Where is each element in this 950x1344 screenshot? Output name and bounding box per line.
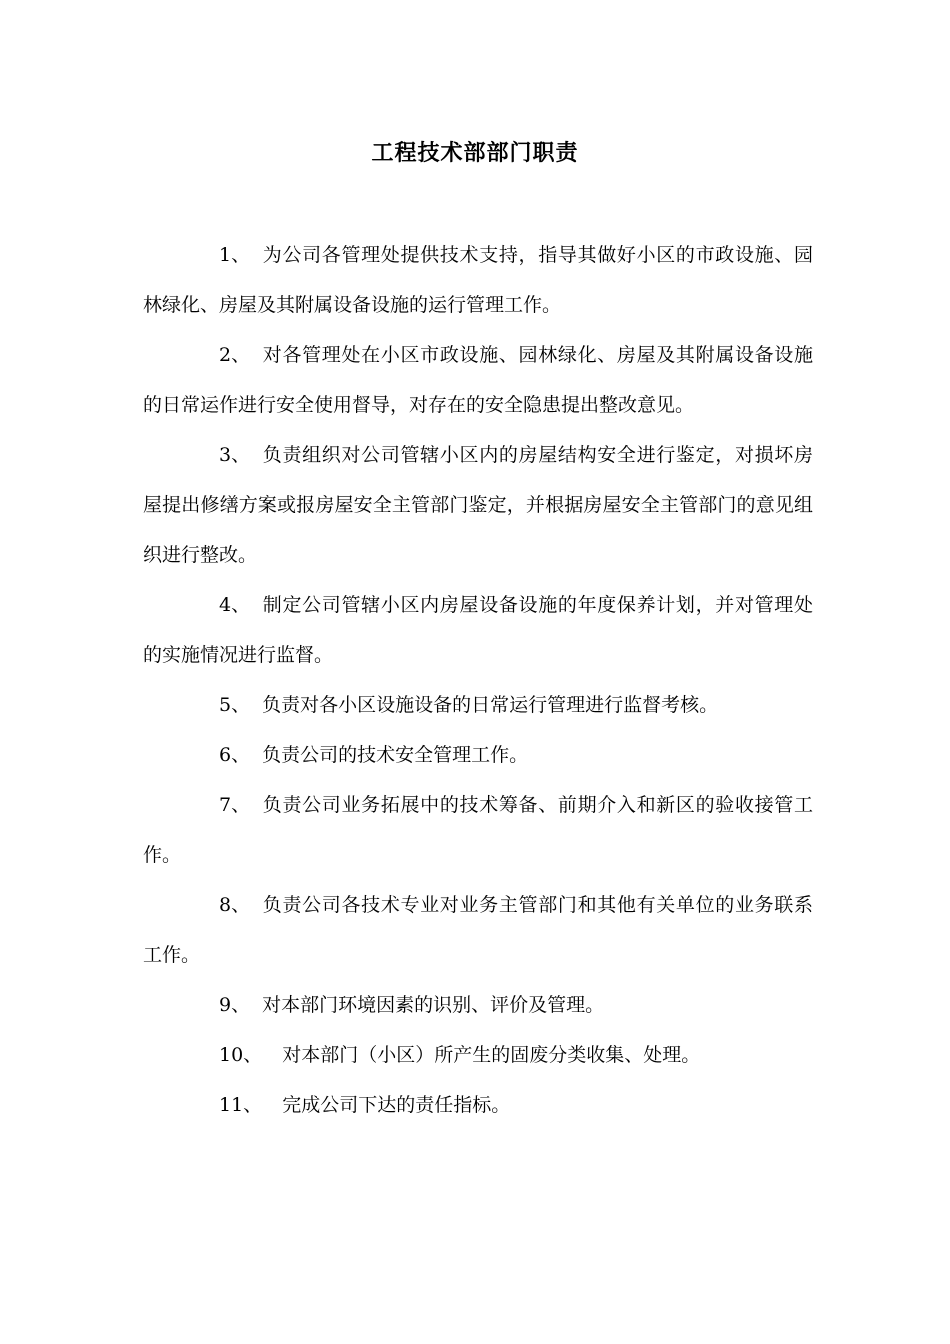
item-text: 制定公司管辖小区内房屋设备设施的年度保养计划，并对管理处的实施情况进行监督。: [143, 594, 813, 666]
item-text: 负责组织对公司管辖小区内的房屋结构安全进行鉴定，对损坏房屋提出修缮方案或报房屋安全主管部门鉴定，并根据房屋安全主管部门的意见组织进行整改。: [143, 444, 813, 566]
list-item: [143, 1030, 813, 1080]
item-text: 负责公司的技术安全管理工作。: [262, 744, 529, 766]
list-item: [143, 680, 813, 730]
item-number: 5、: [219, 694, 251, 716]
item-text: 对各管理处在小区市政设施、园林绿化、房屋及其附属设备设施的日常运作进行安全使用督导，对存在的安全隐患提出整改意见。: [143, 344, 813, 416]
item-text: 对本部门环境因素的识别、评价及管理。: [262, 994, 605, 1016]
item-text: 负责公司各技术专业对业务主管部门和其他有关单位的业务联系工作。: [143, 894, 813, 966]
item-number: 7、: [219, 794, 251, 816]
item-number: 9、: [219, 994, 251, 1016]
item-number: 11、: [219, 1094, 263, 1116]
list-item: [143, 230, 813, 330]
list-item: [143, 430, 813, 580]
item-number: 4、: [219, 594, 251, 616]
item-number: 8、: [219, 894, 251, 916]
duty-list: [143, 230, 813, 1130]
list-item: [143, 580, 813, 680]
item-number: 2、: [219, 344, 251, 366]
item-text: 为公司各管理处提供技术支持，指导其做好小区的市政设施、园林绿化、房屋及其附属设备设施的运行管理工作。: [143, 244, 813, 316]
item-number: 10、: [219, 1044, 263, 1066]
item-number: 3、: [219, 444, 251, 466]
item-number: 6、: [219, 744, 251, 766]
item-number: 1、: [219, 244, 251, 266]
list-item: [143, 780, 813, 880]
list-item: [143, 880, 813, 980]
item-text: 负责对各小区设施设备的日常运行管理进行监督考核。: [262, 694, 719, 716]
item-text: 对本部门（小区）所产生的固废分类收集、处理。: [282, 1044, 701, 1066]
list-item: [143, 330, 813, 430]
list-item: [143, 1080, 813, 1130]
item-text: 完成公司下达的责任指标。: [282, 1094, 511, 1116]
item-text: 负责公司业务拓展中的技术筹备、前期介入和新区的验收接管工作。: [143, 794, 813, 866]
page-title: 工程技术部部门职责: [371, 140, 579, 166]
list-item: [143, 730, 813, 780]
list-item: [143, 980, 813, 1030]
